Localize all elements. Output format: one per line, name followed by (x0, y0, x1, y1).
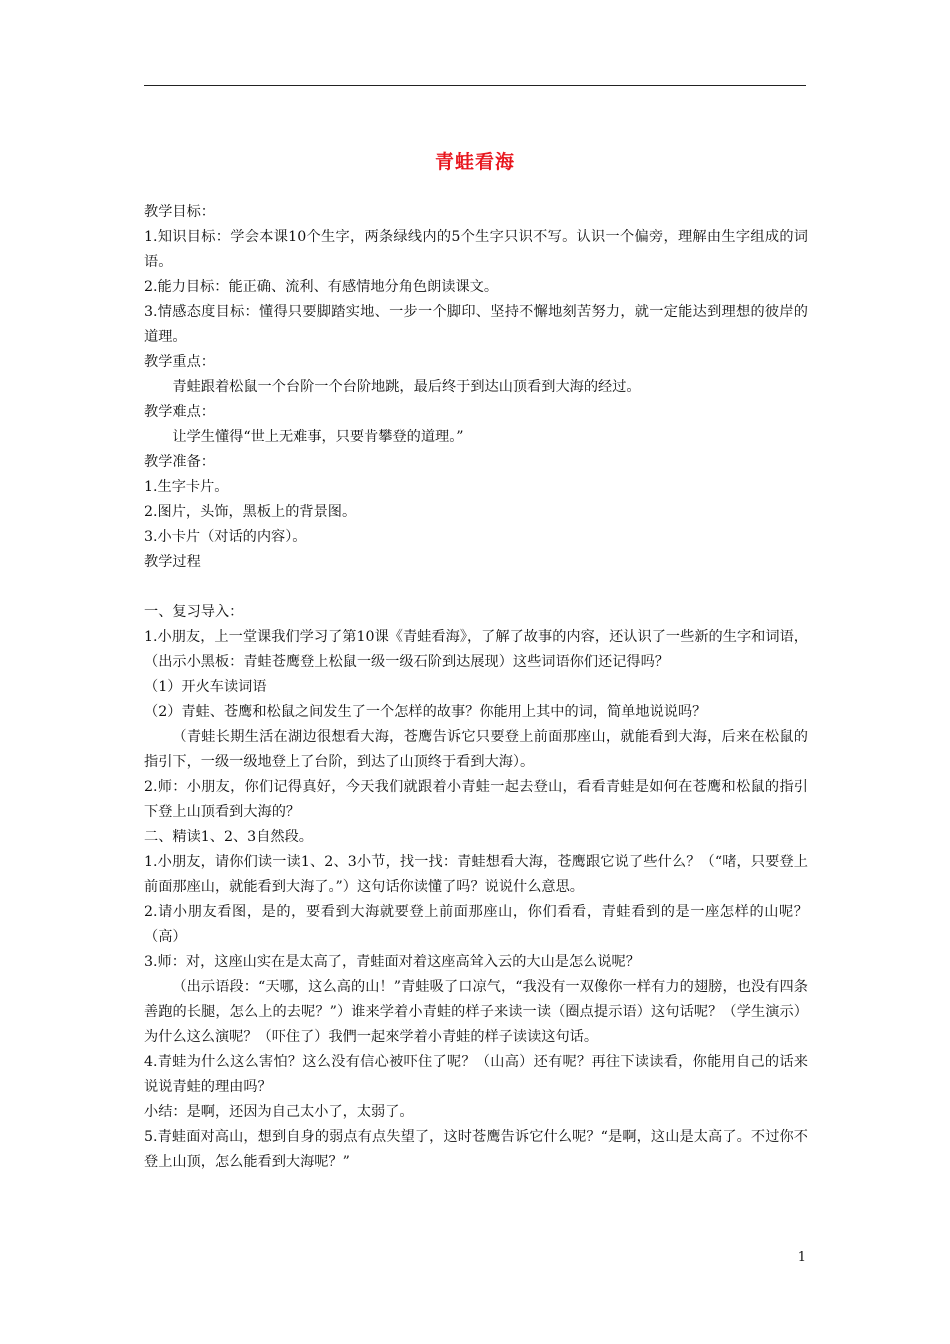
body-paragraph: 教学重点： (144, 354, 215, 370)
body-paragraph: 3.小卡片（对话的内容）。 (144, 529, 307, 545)
body-paragraph: （青蛙长期生活在湖边很想看大海，苍鹰告诉它只要登上前面那座山，就能看到大海，后来在松鼠的指引下，一级一级地登上了台阶，到达了山顶终于看到大海）。 (144, 729, 808, 770)
body-paragraph: （2）青蛙、苍鹰和松鼠之间发生了一个怎样的故事？你能用上其中的词，简单地说说吗？ (144, 704, 707, 720)
body-paragraph: 2.师：小朋友，你们记得真好，今天我们就跟着小青蛙一起去登山，看看青蛙是如何在苍鹰和松鼠的指引下登上山顶看到大海的？ (144, 779, 808, 820)
document-title: 青蛙看海 (434, 151, 515, 173)
body-paragraph: 1.知识目标：学会本课10个生字，两条绿线内的5个生字只识不写。认识一个偏旁，理解由生字组成的词语。 (144, 229, 808, 270)
body-paragraph: 1.小朋友，请你们读一读1、2、3小节，找一找：青蛙想看大海，苍鹰跟它说了些什么？（“啫，只要登上前面那座山，就能看到大海了。”）这句话你读懂了吗？说说什么意思。 (144, 854, 808, 895)
body-paragraph: 教学难点： (144, 404, 215, 420)
header-rule (144, 85, 806, 86)
body-paragraph: 教学目标： (144, 204, 215, 220)
body-paragraph: 二、精读1、2、3自然段。 (144, 829, 313, 845)
body-paragraph: 教学准备： (144, 454, 215, 470)
body-paragraph: 小结：是啊，还因为自己太小了，太弱了。 (144, 1104, 414, 1120)
body-paragraph: 青蛙跟着松鼠一个台阶一个台阶地跳，最后终于到达山顶看到大海的经过。 (172, 379, 641, 395)
body-paragraph: 教学过程 (144, 554, 201, 570)
body-paragraph: 让学生懂得“世上无难事，只要肯攀登的道理。” (172, 429, 464, 445)
body-paragraph: 1.生字卡片。 (144, 479, 229, 495)
body-paragraph: 1.小朋友，上一堂课我们学习了第10课《青蛙看海》，了解了故事的内容，还认识了一些新的生字和词语，（出示小黑板：青蛙苍鹰登上松鼠一级一级石阶到达展现）这些词语你们还记得吗？ (144, 629, 808, 670)
blank-line (144, 575, 808, 600)
page-number: 1 (797, 1250, 806, 1265)
body-paragraph: 5.青蛙面对高山，想到自身的弱点有点失望了，这时苍鹰告诉它什么呢？“是啊，这山是太高了。不过你不登上山顶，怎么能看到大海呢？” (144, 1129, 808, 1170)
document-body (144, 200, 808, 1175)
body-paragraph: 4.青蛙为什么这么害怕？这么没有信心被吓住了呢？（山高）还有呢？再往下读读看，你能用自己的话来说说青蛙的理由吗？ (144, 1054, 808, 1095)
body-paragraph: 2.图片，头饰，黑板上的背景图。 (144, 504, 357, 520)
body-paragraph: 一、复习导入： (144, 604, 244, 620)
body-paragraph: 3.师：对，这座山实在是太高了，青蛙面对着这座高耸入云的大山是怎么说呢？ (144, 954, 640, 970)
body-paragraph: 2.能力目标：能正确、流利、有感情地分角色朗读课文。 (144, 279, 499, 295)
body-paragraph: （1）开火车读词语 (144, 679, 267, 695)
body-paragraph: （出示语段：“天哪，这么高的山！”青蛙吸了口凉气，“我没有一双像你一样有力的翅膀，也没有四条善跑的长腿，怎么上的去呢？”）谁来学着小青蛙的样子来读一读（圈点提示语）这句话呢？（学生演示）为什么这么演呢？（吓住了）我們一起來学着小青蛙的样子读读这句话。 (144, 979, 808, 1045)
body-paragraph: 3.情感态度目标：懂得只要脚踏实地、一步一个脚印、坚持不懈地刻苦努力，就一定能达到理想的彼岸的道理。 (144, 304, 808, 345)
body-paragraph: 2.请小朋友看图，是的，要看到大海就要登上前面那座山，你们看看，青蛙看到的是一座怎样的山呢？（高） (144, 904, 808, 945)
